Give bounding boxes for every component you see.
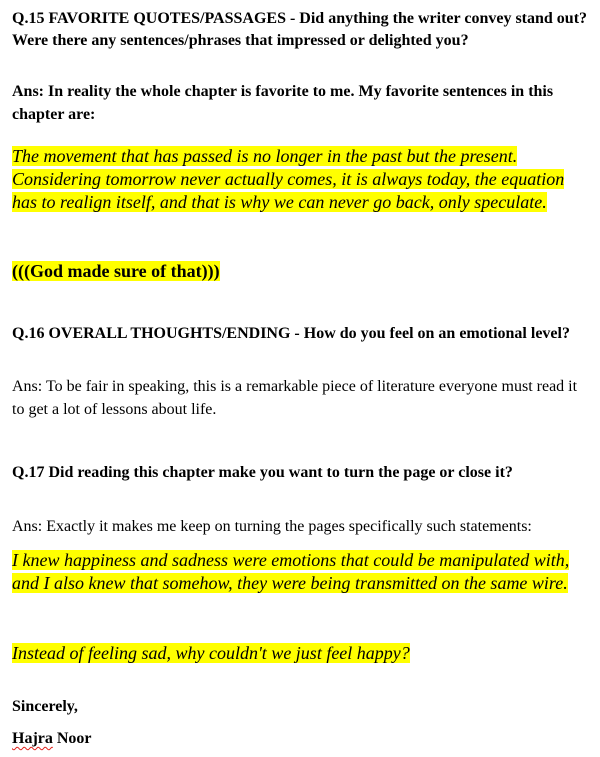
- q15-quote-bold-text: (((God made sure of that))): [12, 261, 220, 281]
- q15-quote-bold: [12, 260, 592, 283]
- q17-quote-1: [12, 549, 592, 595]
- signature-closing: Sincerely,: [12, 698, 78, 715]
- q17-quote-2: [12, 642, 592, 665]
- q16-heading: Q.16 OVERALL THOUGHTS/ENDING - How do you feel on an emotional level?: [12, 325, 570, 342]
- q17-answer: Ans: Exactly it makes me keep on turning the pages specifically such statements:: [12, 518, 532, 535]
- signature-last-name: Noor: [56, 730, 92, 747]
- q15-answer: Ans: In reality the whole chapter is favorite to me. My favorite sentences in this chapter are:: [12, 83, 554, 123]
- signature-name: [12, 729, 592, 749]
- q15-heading: Q.15 FAVORITE QUOTES/PASSAGES - Did anything the writer convey stand out? Were there any sentences/phrases that impressed or delighted you?: [12, 10, 588, 49]
- q15-quote-text: The movement that has passed is no longer in the past but the present. Considering tomorrow never actually comes, it is always today, the equation has to realign itself, and that is why we can never go back, only speculate.: [12, 146, 565, 212]
- q17-quote-2-text: Instead of feeling sad, why couldn't we just feel happy?: [12, 643, 410, 663]
- q17-heading: Q.17 Did reading this chapter make you want to turn the page or close it?: [12, 464, 513, 481]
- signature-first-name: Hajra: [12, 730, 53, 747]
- q16-answer: Ans: To be fair in speaking, this is a remarkable piece of literature everyone must read it to get a lot of lessons about life.: [12, 378, 578, 418]
- q15-quote: [12, 145, 592, 214]
- q17-quote-1-text: I knew happiness and sadness were emotions that could be manipulated with, and I also knew that somehow, they were being transmitted on the same wire.: [12, 550, 570, 593]
